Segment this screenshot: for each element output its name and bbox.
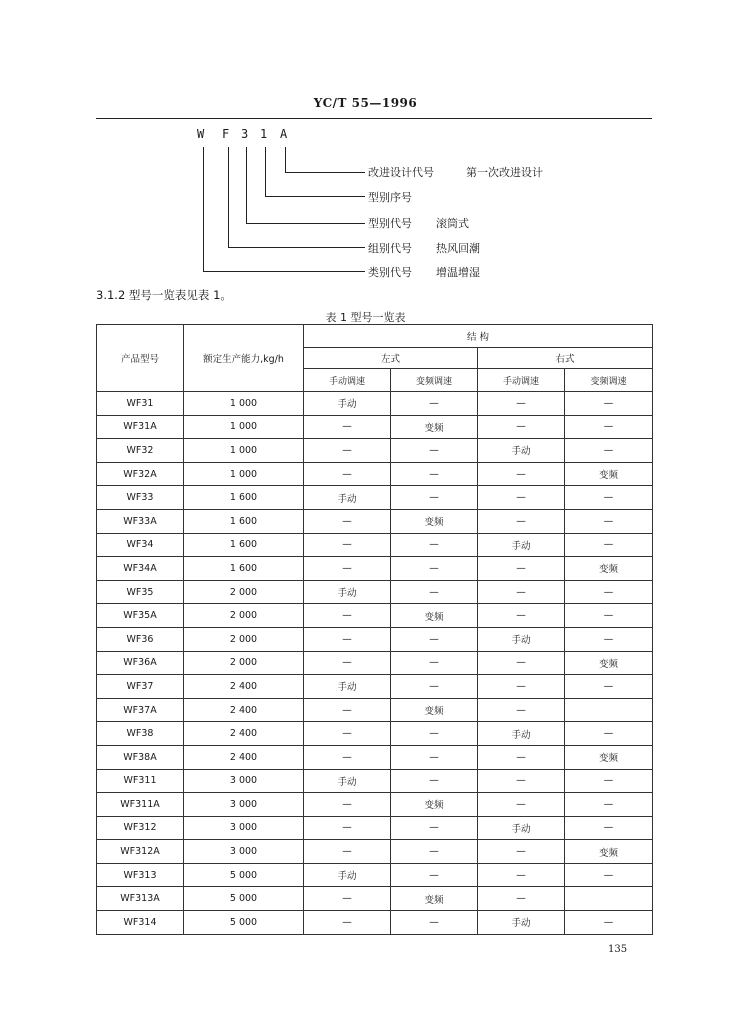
cell-left-vfd: 变频 <box>391 415 478 439</box>
cell-right-manual: — <box>478 392 565 416</box>
cell-right-vfd <box>565 698 653 722</box>
cell-left-manual: — <box>304 745 391 769</box>
table-row <box>97 840 653 864</box>
cell-model: WF34 <box>97 533 184 557</box>
cell-right-manual: 手动 <box>478 533 565 557</box>
cell-capacity: 3 000 <box>184 793 304 817</box>
cell-model: WF35 <box>97 580 184 604</box>
header-left-manual: 手动调速 <box>304 369 391 392</box>
cell-left-vfd: — <box>391 840 478 864</box>
cell-right-vfd: — <box>565 415 653 439</box>
code-letter-3: 3 <box>241 127 249 141</box>
cell-model: WF312 <box>97 816 184 840</box>
cell-capacity: 2 400 <box>184 722 304 746</box>
cell-right-vfd: — <box>565 816 653 840</box>
cell-capacity: 5 000 <box>184 911 304 935</box>
cell-left-vfd: — <box>391 392 478 416</box>
cell-right-vfd: 变频 <box>565 840 653 864</box>
cell-capacity: 1 600 <box>184 557 304 581</box>
cell-right-vfd: — <box>565 604 653 628</box>
cell-model: WF32A <box>97 462 184 486</box>
cell-right-vfd: — <box>565 675 653 699</box>
cell-right-vfd: — <box>565 392 653 416</box>
code-letter-f: F <box>222 127 230 141</box>
standard-number: YC/T 55—1996 <box>313 96 418 110</box>
cell-left-manual: 手动 <box>304 580 391 604</box>
legend-meaning: 第一次改进设计 <box>466 166 543 179</box>
header-structure: 结 构 <box>304 325 653 348</box>
cell-model: WF313 <box>97 863 184 887</box>
cell-left-vfd: 变频 <box>391 887 478 911</box>
cell-capacity: 2 400 <box>184 675 304 699</box>
cell-right-manual: — <box>478 557 565 581</box>
cell-model: WF31A <box>97 415 184 439</box>
legend-meaning: 增温增湿 <box>436 266 480 279</box>
cell-right-manual: — <box>478 675 565 699</box>
cell-left-vfd: — <box>391 769 478 793</box>
table-row <box>97 415 653 439</box>
cell-left-manual: 手动 <box>304 486 391 510</box>
cell-left-vfd: — <box>391 580 478 604</box>
cell-right-vfd: 变频 <box>565 745 653 769</box>
cell-capacity: 1 600 <box>184 486 304 510</box>
cell-capacity: 1 000 <box>184 392 304 416</box>
cell-capacity: 5 000 <box>184 863 304 887</box>
cell-model: WF31 <box>97 392 184 416</box>
cell-model: WF314 <box>97 911 184 935</box>
cell-model: WF311 <box>97 769 184 793</box>
legend-label: 改进设计代号 <box>368 166 434 179</box>
legend-label: 型别序号 <box>368 191 412 204</box>
leader-h-3 <box>246 223 365 224</box>
table-row <box>97 439 653 463</box>
cell-model: WF33A <box>97 509 184 533</box>
table-row <box>97 675 653 699</box>
legend-meaning: 热风回潮 <box>436 242 480 255</box>
cell-right-vfd: — <box>565 769 653 793</box>
legend-meaning: 滚筒式 <box>436 217 469 230</box>
leader-h-a <box>285 172 365 173</box>
cell-left-vfd: — <box>391 722 478 746</box>
cell-model: WF35A <box>97 604 184 628</box>
cell-right-vfd: 变频 <box>565 557 653 581</box>
cell-right-vfd: 变频 <box>565 651 653 675</box>
cell-right-vfd <box>565 887 653 911</box>
table-row <box>97 698 653 722</box>
table-row <box>97 486 653 510</box>
cell-right-vfd: — <box>565 486 653 510</box>
cell-left-manual: 手动 <box>304 863 391 887</box>
cell-left-vfd: — <box>391 911 478 935</box>
cell-left-manual: — <box>304 887 391 911</box>
cell-right-manual: — <box>478 769 565 793</box>
table-row <box>97 651 653 675</box>
table-row <box>97 533 653 557</box>
table-row <box>97 745 653 769</box>
cell-left-manual: — <box>304 698 391 722</box>
leader-line-w <box>203 147 204 271</box>
leader-h-1 <box>265 196 365 197</box>
cell-capacity: 1 000 <box>184 439 304 463</box>
cell-model: WF312A <box>97 840 184 864</box>
cell-right-manual: 手动 <box>478 627 565 651</box>
clause-text: 3.1.2 型号一览表见表 1。 <box>96 288 232 302</box>
cell-left-manual: — <box>304 793 391 817</box>
cell-left-manual: — <box>304 627 391 651</box>
table-row <box>97 580 653 604</box>
cell-right-manual: — <box>478 580 565 604</box>
cell-left-manual: — <box>304 911 391 935</box>
cell-left-vfd: — <box>391 816 478 840</box>
cell-right-manual: — <box>478 415 565 439</box>
cell-left-vfd: — <box>391 675 478 699</box>
legend-label: 型别代号 <box>368 217 412 230</box>
cell-model: WF34A <box>97 557 184 581</box>
code-letter-a: A <box>280 127 288 141</box>
table-row <box>97 627 653 651</box>
header-left-type: 左式 <box>304 348 478 369</box>
legend-label: 组别代号 <box>368 242 412 255</box>
cell-left-vfd: — <box>391 462 478 486</box>
code-letter-w: W <box>197 127 205 141</box>
cell-right-manual: — <box>478 840 565 864</box>
leader-h-w <box>203 271 365 272</box>
cell-capacity: 1 000 <box>184 462 304 486</box>
cell-capacity: 1 600 <box>184 509 304 533</box>
cell-right-vfd: — <box>565 863 653 887</box>
cell-right-vfd: — <box>565 722 653 746</box>
table-row <box>97 769 653 793</box>
table-row <box>97 604 653 628</box>
leader-line-f <box>228 147 229 247</box>
code-letter-1: 1 <box>260 127 268 141</box>
cell-right-manual: — <box>478 462 565 486</box>
header-capacity: 额定生产能力,kg/h <box>184 325 304 392</box>
cell-capacity: 3 000 <box>184 840 304 864</box>
cell-left-manual: — <box>304 557 391 581</box>
cell-right-manual: — <box>478 863 565 887</box>
cell-model: WF33 <box>97 486 184 510</box>
cell-capacity: 2 000 <box>184 580 304 604</box>
cell-left-manual: 手动 <box>304 769 391 793</box>
cell-capacity: 2 000 <box>184 604 304 628</box>
cell-right-manual: — <box>478 651 565 675</box>
cell-model: WF38 <box>97 722 184 746</box>
cell-left-vfd: 变频 <box>391 604 478 628</box>
cell-right-vfd: — <box>565 509 653 533</box>
cell-model: WF36A <box>97 651 184 675</box>
cell-right-vfd: — <box>565 439 653 463</box>
cell-left-vfd: 变频 <box>391 509 478 533</box>
header-right-type: 右式 <box>478 348 653 369</box>
cell-capacity: 2 400 <box>184 698 304 722</box>
cell-capacity: 1 600 <box>184 533 304 557</box>
cell-capacity: 3 000 <box>184 769 304 793</box>
cell-left-vfd: — <box>391 439 478 463</box>
cell-model: WF37A <box>97 698 184 722</box>
cell-model: WF37 <box>97 675 184 699</box>
cell-model: WF311A <box>97 793 184 817</box>
cell-left-vfd: — <box>391 557 478 581</box>
leader-line-1 <box>265 147 266 196</box>
cell-left-manual: 手动 <box>304 392 391 416</box>
cell-left-vfd: — <box>391 651 478 675</box>
header-right-manual: 手动调速 <box>478 369 565 392</box>
cell-left-manual: — <box>304 462 391 486</box>
cell-right-manual: — <box>478 745 565 769</box>
cell-left-vfd: 变频 <box>391 793 478 817</box>
cell-left-manual: — <box>304 651 391 675</box>
leader-line-3 <box>246 147 247 223</box>
cell-right-vfd: — <box>565 911 653 935</box>
header-product-model: 产品型号 <box>97 325 184 392</box>
table-row <box>97 462 653 486</box>
cell-capacity: 2 000 <box>184 627 304 651</box>
model-table <box>96 324 653 935</box>
header-left-vfd: 变频调速 <box>391 369 478 392</box>
cell-left-vfd: — <box>391 863 478 887</box>
cell-right-manual: — <box>478 793 565 817</box>
table-row <box>97 816 653 840</box>
table-row <box>97 887 653 911</box>
cell-model: WF36 <box>97 627 184 651</box>
cell-left-vfd: 变频 <box>391 698 478 722</box>
header-rule <box>96 118 652 119</box>
cell-right-manual: — <box>478 698 565 722</box>
table-row <box>97 557 653 581</box>
cell-left-manual: — <box>304 722 391 746</box>
cell-left-manual: — <box>304 816 391 840</box>
cell-left-manual: — <box>304 840 391 864</box>
cell-right-vfd: — <box>565 793 653 817</box>
cell-capacity: 3 000 <box>184 816 304 840</box>
leader-line-a <box>285 147 286 172</box>
cell-right-manual: — <box>478 887 565 911</box>
cell-model: WF38A <box>97 745 184 769</box>
cell-model: WF32 <box>97 439 184 463</box>
cell-left-vfd: — <box>391 745 478 769</box>
cell-model: WF313A <box>97 887 184 911</box>
table-row <box>97 911 653 935</box>
cell-left-manual: — <box>304 604 391 628</box>
cell-right-manual: 手动 <box>478 439 565 463</box>
cell-left-vfd: — <box>391 533 478 557</box>
table-title: 表 1 型号一览表 <box>325 311 406 324</box>
legend-label: 类别代号 <box>368 266 412 279</box>
cell-left-manual: — <box>304 415 391 439</box>
cell-left-manual: — <box>304 533 391 557</box>
cell-right-manual: 手动 <box>478 816 565 840</box>
cell-capacity: 1 000 <box>184 415 304 439</box>
cell-right-manual: — <box>478 604 565 628</box>
page-number: 135 <box>608 944 628 955</box>
cell-right-vfd: — <box>565 533 653 557</box>
header-right-vfd: 变频调速 <box>565 369 653 392</box>
table-row <box>97 509 653 533</box>
cell-right-manual: — <box>478 509 565 533</box>
cell-right-vfd: — <box>565 580 653 604</box>
cell-capacity: 2 000 <box>184 651 304 675</box>
cell-right-manual: 手动 <box>478 722 565 746</box>
cell-right-manual: 手动 <box>478 911 565 935</box>
cell-right-vfd: — <box>565 627 653 651</box>
table-row <box>97 863 653 887</box>
leader-h-f <box>228 247 365 248</box>
cell-right-vfd: 变频 <box>565 462 653 486</box>
table-row <box>97 722 653 746</box>
cell-left-manual: — <box>304 439 391 463</box>
cell-left-manual: 手动 <box>304 675 391 699</box>
cell-left-vfd: — <box>391 486 478 510</box>
cell-capacity: 2 400 <box>184 745 304 769</box>
table-row <box>97 392 653 416</box>
cell-left-vfd: — <box>391 627 478 651</box>
table-row <box>97 793 653 817</box>
cell-right-manual: — <box>478 486 565 510</box>
cell-left-manual: — <box>304 509 391 533</box>
cell-capacity: 5 000 <box>184 887 304 911</box>
